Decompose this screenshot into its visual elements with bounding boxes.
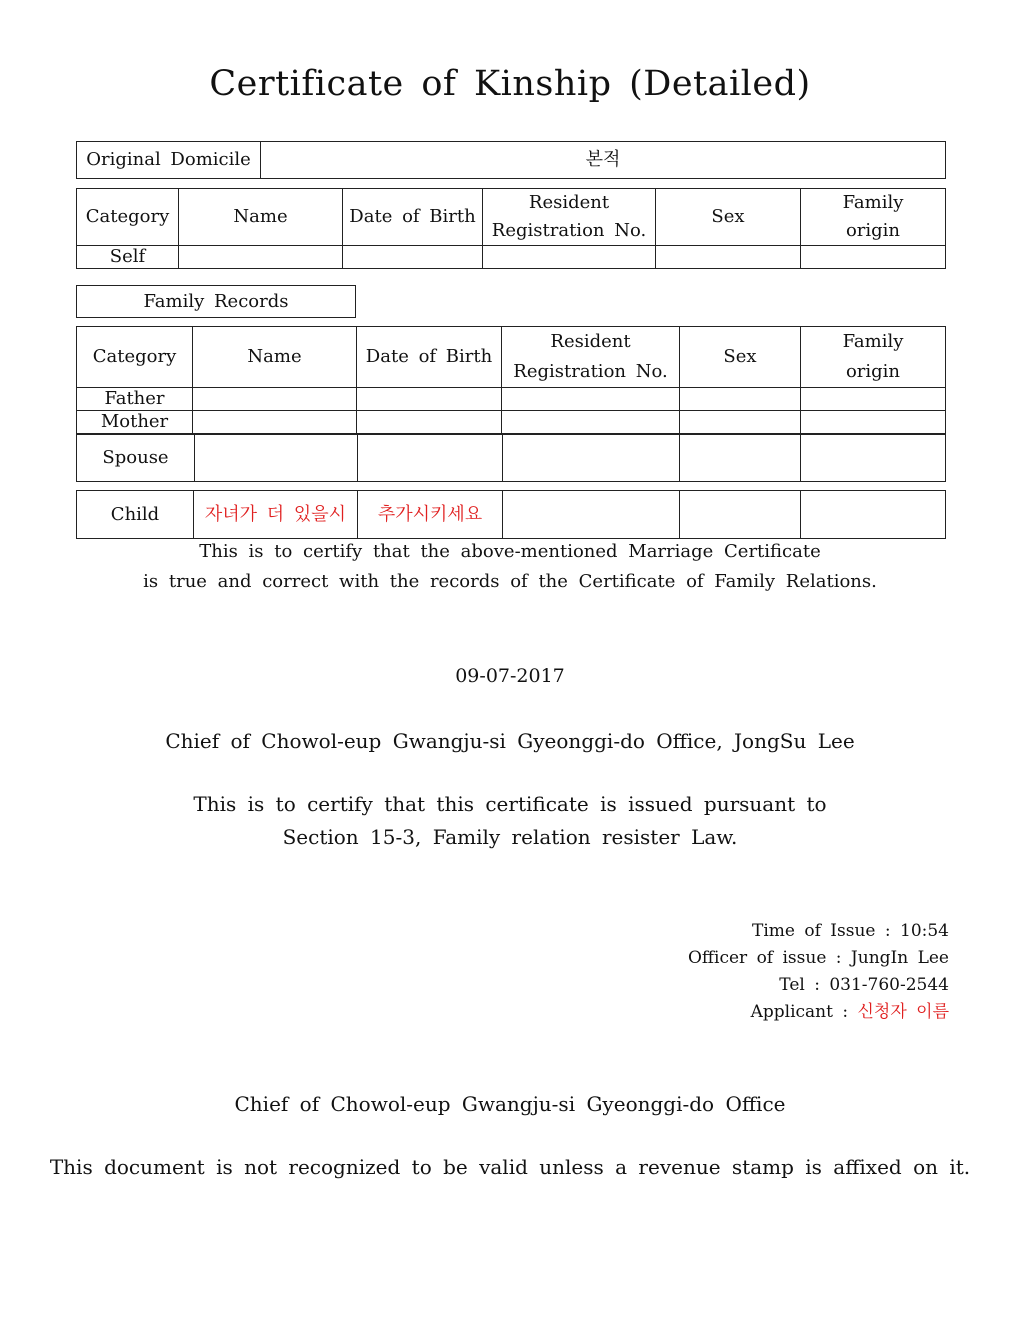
page-title: Certificate of Kinship (Detailed) — [209, 64, 811, 104]
domicile-label: Original Domicile — [77, 142, 261, 179]
father-dob-cell — [357, 388, 502, 411]
header-name: Name — [193, 327, 357, 388]
certify-line-2: is true and correct with the records of the Certificate of Family Relations. — [143, 571, 877, 592]
self-sex-cell — [656, 246, 801, 269]
child-table — [76, 490, 946, 539]
chief-signature-line: Chief of Chowol-eup Gwangju-si Gyeonggi-do Office, JongSu Lee — [165, 729, 855, 753]
issue-date: 09-07-2017 — [455, 665, 565, 687]
child-note-2: 추가시키세요 — [358, 491, 503, 539]
mother-name-cell — [193, 411, 357, 434]
header-sex: Sex — [656, 189, 801, 246]
validity-note: This document is not recognized to be valid unless a revenue stamp is affixed on it. — [49, 1155, 971, 1179]
header-sex: Sex — [680, 327, 801, 388]
row-spouse-label: Spouse — [77, 435, 195, 482]
header-origin: Family origin — [801, 327, 946, 388]
header-dob: Date of Birth — [343, 189, 483, 246]
header-name: Name — [179, 189, 343, 246]
row-mother-label: Mother — [77, 411, 193, 434]
officer-of-issue: Officer of issue : JungIn Lee — [688, 948, 949, 968]
self-table — [76, 188, 946, 269]
spouse-name-cell — [195, 435, 358, 482]
mother-dob-cell — [357, 411, 502, 434]
father-origin-cell — [801, 388, 946, 411]
self-name-cell — [179, 246, 343, 269]
parents-table — [76, 326, 946, 434]
child-sex-cell — [680, 491, 801, 539]
spouse-sex-cell — [680, 435, 801, 482]
tel: Tel : 031-760-2544 — [779, 975, 949, 995]
pursuant-line-2: Section 15-3, Family relation resister Law. — [282, 825, 738, 849]
applicant: Applicant : 신청자 이름 — [750, 1002, 949, 1022]
header-origin: Family origin — [801, 189, 946, 246]
row-self-label: Self — [77, 246, 179, 269]
father-rrn-cell — [502, 388, 680, 411]
child-note-1: 자녀가 더 있을시 — [194, 491, 358, 539]
applicant-name: 신청자 이름 — [857, 1002, 949, 1022]
pursuant-line-1: This is to certify that this certificate is issued pursuant to — [193, 792, 827, 816]
child-rrn-cell — [503, 491, 680, 539]
mother-origin-cell — [801, 411, 946, 434]
father-sex-cell — [680, 388, 801, 411]
header-dob: Date of Birth — [357, 327, 502, 388]
spouse-rrn-cell — [503, 435, 680, 482]
self-rrn-cell — [483, 246, 656, 269]
domicile-value: 본적 — [261, 142, 946, 179]
father-name-cell — [193, 388, 357, 411]
domicile-table — [76, 141, 946, 179]
child-origin-cell — [801, 491, 946, 539]
time-of-issue: Time of Issue : 10:54 — [752, 921, 949, 941]
mother-rrn-cell — [502, 411, 680, 434]
family-records-label: Family Records — [76, 285, 356, 318]
header-category: Category — [77, 189, 179, 246]
self-origin-cell — [801, 246, 946, 269]
issue-details — [688, 918, 949, 1026]
row-child-label: Child — [77, 491, 194, 539]
certify-line-1: This is to certify that the above-mentioned Marriage Certificate — [199, 541, 821, 562]
spouse-dob-cell — [358, 435, 503, 482]
office-line: Chief of Chowol-eup Gwangju-si Gyeonggi-do Office — [234, 1092, 786, 1116]
row-father-label: Father — [77, 388, 193, 411]
header-rrn: Resident Registration No. — [502, 327, 680, 388]
header-category: Category — [77, 327, 193, 388]
spouse-table — [76, 434, 946, 482]
mother-sex-cell — [680, 411, 801, 434]
header-rrn: Resident Registration No. — [483, 189, 656, 246]
spouse-origin-cell — [801, 435, 946, 482]
self-dob-cell — [343, 246, 483, 269]
